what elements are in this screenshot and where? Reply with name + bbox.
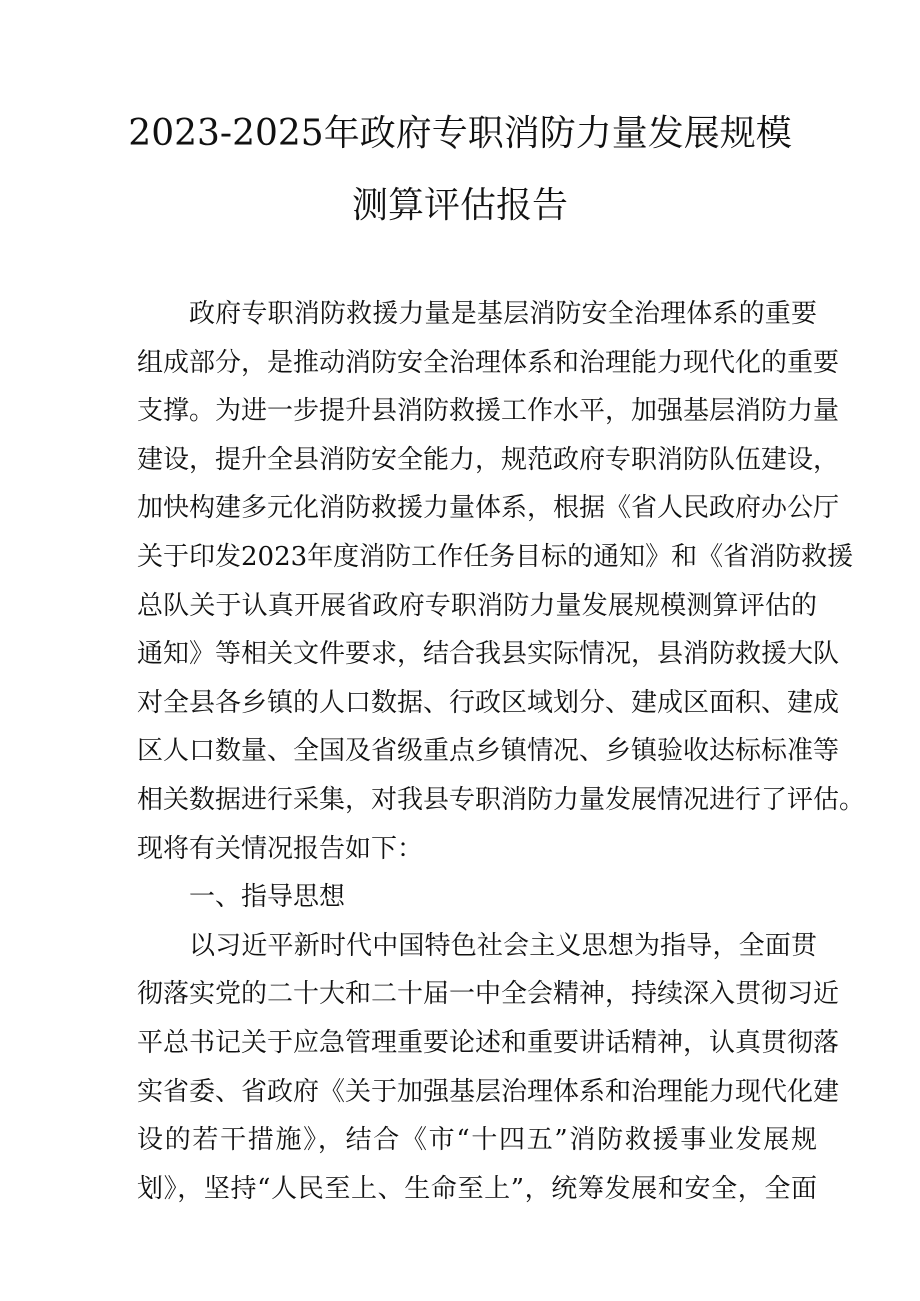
body-line: 通知》等相关文件要求，结合我县实际情况，县消防救援大队 xyxy=(137,639,840,670)
body-line: 支撑。为进一步提升县消防救援工作水平，加强基层消防力量 xyxy=(137,396,840,427)
body-line: 政府专职消防救援力量是基层消防安全治理体系的重要 xyxy=(189,299,817,329)
body-line: 划》，坚持“人民至上、生命至上”，统筹发展和安全，全面 xyxy=(137,1173,817,1204)
document-body xyxy=(137,290,866,1213)
body-line: 加快构建多元化消防救援力量体系，根据《省人民政府办公厅 xyxy=(137,493,840,524)
body-line: 区人口数量、全国及省级重点乡镇情况、乡镇验收达标标准等 xyxy=(137,736,840,767)
body-line: 彻落实党的二十大和二十届一中全会精神，持续深入贯彻习近 xyxy=(137,979,840,1010)
body-line: 相关数据进行采集，对我县专职消防力量发展情况进行了评估。 xyxy=(137,784,866,815)
body-line: 组成部分，是推动消防安全治理体系和治理能力现代化的重要 xyxy=(137,347,840,378)
body-line: 以习近平新时代中国特色社会主义思想为指导，全面贯 xyxy=(189,930,817,961)
body-line: 建设，提升全县消防安全能力，规范政府专职消防队伍建设， xyxy=(137,444,840,475)
body-line: 平总书记关于应急管理重要论述和重要讲话精神，认真贯彻落 xyxy=(137,1027,840,1058)
body-line: 关于印发2023年度消防工作任务目标的通知》和《省消防救援 xyxy=(137,541,854,572)
document-title-line-2: 测算评估报告 xyxy=(351,185,568,226)
document-title-line-1: 2023-2025年政府专职消防力量发展规模 xyxy=(128,113,792,154)
body-line: 设的若干措施》，结合《市“十四五”消防救援事业发展规 xyxy=(137,1125,817,1156)
body-line: 对全县各乡镇的人口数据、行政区域划分、建成区面积、建成 xyxy=(137,687,840,718)
body-line: 实省委、省政府《关于加强基层治理体系和治理能力现代化建 xyxy=(137,1076,840,1107)
body-line: 总队关于认真开展省政府专职消防力量发展规模测算评估的 xyxy=(137,590,817,621)
section-heading: 一、指导思想 xyxy=(189,882,346,913)
body-line: 现将有关情况报告如下： xyxy=(137,833,424,864)
